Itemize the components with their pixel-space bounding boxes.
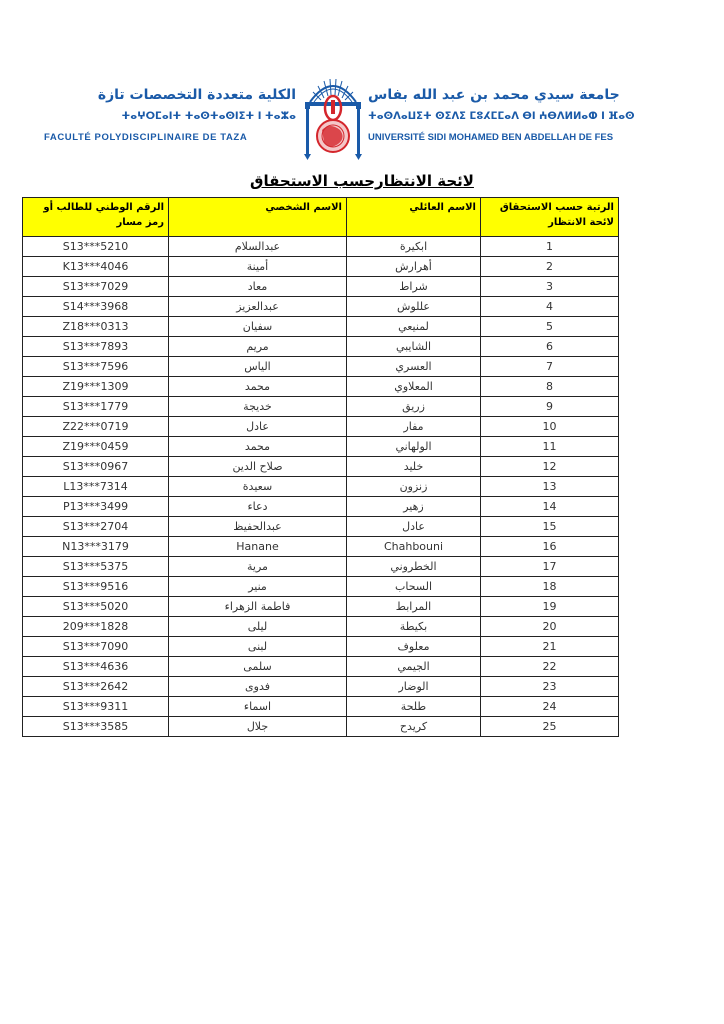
table-row [23, 377, 619, 397]
first-name-cell: سعيدة [169, 477, 347, 497]
first-name-cell: عبدالسلام [169, 237, 347, 257]
table-row [23, 417, 619, 437]
faculty-name-block [44, 84, 296, 148]
table-row [23, 437, 619, 457]
university-name-french: UNIVERSITÉ SIDI MOHAMED BEN ABDELLAH DE FES [368, 132, 614, 143]
last-name-cell: الجيمي [347, 657, 481, 677]
student-code-cell: S14***3968 [23, 297, 169, 317]
last-name-cell: زنزون [347, 477, 481, 497]
table-row [23, 517, 619, 537]
student-code-cell: S13***5210 [23, 237, 169, 257]
last-name-cell: Chahbouni [347, 537, 481, 557]
first-name-cell: سفيان [169, 317, 347, 337]
table-row [23, 477, 619, 497]
column-header-first-name: الاسم الشخصي [169, 198, 347, 237]
student-code-cell: S13***9311 [23, 697, 169, 717]
student-code-cell: S13***1779 [23, 397, 169, 417]
student-code-cell: S13***7596 [23, 357, 169, 377]
last-name-cell: الشايبي [347, 337, 481, 357]
rank-cell: 22 [481, 657, 619, 677]
first-name-cell: صلاح الدين [169, 457, 347, 477]
rank-cell: 9 [481, 397, 619, 417]
table-row [23, 457, 619, 477]
faculty-name-french: FACULTÉ POLYDISCIPLINAIRE DE TAZA [44, 132, 248, 143]
last-name-cell: مفار [347, 417, 481, 437]
last-name-cell: لمنيعي [347, 317, 481, 337]
rank-cell: 8 [481, 377, 619, 397]
last-name-cell: العسري [347, 357, 481, 377]
first-name-cell: فدوى [169, 677, 347, 697]
last-name-cell: كريدح [347, 717, 481, 737]
rank-cell: 1 [481, 237, 619, 257]
student-code-cell: S13***2642 [23, 677, 169, 697]
student-code-cell: S13***7090 [23, 637, 169, 657]
student-code-cell: K13***4046 [23, 257, 169, 277]
first-name-cell: عبدالعزيز [169, 297, 347, 317]
last-name-cell: خليد [347, 457, 481, 477]
student-code-cell: S13***4636 [23, 657, 169, 677]
table-row [23, 317, 619, 337]
rank-cell: 14 [481, 497, 619, 517]
table-header-row [23, 198, 619, 237]
last-name-cell: المرابط [347, 597, 481, 617]
last-name-cell: أهرارش [347, 257, 481, 277]
rank-cell: 5 [481, 317, 619, 337]
first-name-cell: سلمى [169, 657, 347, 677]
student-code-cell: S13***0967 [23, 457, 169, 477]
rank-cell: 2 [481, 257, 619, 277]
first-name-cell: أمينة [169, 257, 347, 277]
rank-cell: 25 [481, 717, 619, 737]
rank-cell: 11 [481, 437, 619, 457]
table-row [23, 577, 619, 597]
rank-cell: 23 [481, 677, 619, 697]
first-name-cell: فاطمة الزهراء [169, 597, 347, 617]
last-name-cell: بكيطة [347, 617, 481, 637]
column-header-student-code: الرقم الوطني للطالب أو رمز مسار [23, 198, 169, 237]
last-name-cell: زريق [347, 397, 481, 417]
university-name-tifinagh: ⵜⴰⵙⴷⴰⵡⵉⵜ ⵙⵉⴷⵉ ⵎⵓⵃⵎⵎⴰⴷ ⴱⵏ ⵄⴱⴷⵍⵍⴰⵀ ⵏ ⴼⴰⵙ [368, 111, 635, 122]
rank-cell: 16 [481, 537, 619, 557]
student-code-cell: S13***3585 [23, 717, 169, 737]
table-row [23, 717, 619, 737]
rank-cell: 7 [481, 357, 619, 377]
waiting-list-table [22, 197, 619, 737]
first-name-cell: عادل [169, 417, 347, 437]
first-name-cell: اسماء [169, 697, 347, 717]
student-code-cell: 209***1828 [23, 617, 169, 637]
first-name-cell: خديجة [169, 397, 347, 417]
rank-cell: 20 [481, 617, 619, 637]
student-code-cell: S13***5375 [23, 557, 169, 577]
first-name-cell: مريم [169, 337, 347, 357]
student-code-cell: Z22***0719 [23, 417, 169, 437]
last-name-cell: الولهاني [347, 437, 481, 457]
rank-cell: 6 [481, 337, 619, 357]
student-code-cell: S13***5020 [23, 597, 169, 617]
university-name-block [368, 84, 635, 148]
university-logo [300, 72, 366, 162]
table-row [23, 597, 619, 617]
last-name-cell: عللوش [347, 297, 481, 317]
document-header [0, 70, 724, 165]
rank-cell: 15 [481, 517, 619, 537]
table-row [23, 337, 619, 357]
last-name-cell: المعلاوي [347, 377, 481, 397]
last-name-cell: طلحة [347, 697, 481, 717]
table-row [23, 537, 619, 557]
first-name-cell: دعاء [169, 497, 347, 517]
student-code-cell: N13***3179 [23, 537, 169, 557]
first-name-cell: لبنى [169, 637, 347, 657]
first-name-cell: معاد [169, 277, 347, 297]
rank-cell: 24 [481, 697, 619, 717]
first-name-cell: محمد [169, 437, 347, 457]
student-code-cell: Z18***0313 [23, 317, 169, 337]
table-row [23, 237, 619, 257]
rank-cell: 12 [481, 457, 619, 477]
last-name-cell: الوضار [347, 677, 481, 697]
first-name-cell: منير [169, 577, 347, 597]
page-title: لائحة الانتظارحسب الاستحقاق [250, 172, 474, 190]
university-name-arabic: جامعة سيدي محمد بن عبد الله بفاس [368, 87, 620, 103]
student-code-cell: S13***7893 [23, 337, 169, 357]
table-row [23, 657, 619, 677]
last-name-cell: زهير [347, 497, 481, 517]
table-row [23, 557, 619, 577]
table-row [23, 397, 619, 417]
rank-cell: 21 [481, 637, 619, 657]
last-name-cell: الخطروني [347, 557, 481, 577]
table-row [23, 617, 619, 637]
student-code-cell: S13***2704 [23, 517, 169, 537]
first-name-cell: ليلى [169, 617, 347, 637]
first-name-cell: الياس [169, 357, 347, 377]
last-name-cell: معلوف [347, 637, 481, 657]
student-code-cell: S13***7029 [23, 277, 169, 297]
rank-cell: 3 [481, 277, 619, 297]
student-code-cell: Z19***1309 [23, 377, 169, 397]
rank-cell: 13 [481, 477, 619, 497]
student-code-cell: L13***7314 [23, 477, 169, 497]
rank-cell: 10 [481, 417, 619, 437]
table-body [23, 237, 619, 737]
table-row [23, 697, 619, 717]
table-row [23, 357, 619, 377]
rank-cell: 17 [481, 557, 619, 577]
first-name-cell: عبدالحفيظ [169, 517, 347, 537]
student-code-cell: Z19***0459 [23, 437, 169, 457]
rank-cell: 19 [481, 597, 619, 617]
last-name-cell: عادل [347, 517, 481, 537]
first-name-cell: مرية [169, 557, 347, 577]
table-row [23, 257, 619, 277]
table-row [23, 637, 619, 657]
first-name-cell: Hanane [169, 537, 347, 557]
last-name-cell: شراط [347, 277, 481, 297]
first-name-cell: محمد [169, 377, 347, 397]
first-name-cell: جلال [169, 717, 347, 737]
table-row [23, 497, 619, 517]
table-row [23, 297, 619, 317]
university-seal-icon [300, 72, 366, 162]
faculty-name-arabic: الكلية متعددة التخصصات تازة [97, 87, 296, 103]
student-code-cell: S13***9516 [23, 577, 169, 597]
column-header-last-name: الاسم العائلي [347, 198, 481, 237]
rank-cell: 4 [481, 297, 619, 317]
rank-cell: 18 [481, 577, 619, 597]
table-row [23, 277, 619, 297]
faculty-name-tifinagh: ⵜⴰⵖⵔⵎⴰⵏⵜ ⵜⴰⵙⵜⴰⵙⵏⵉⵜ ⵏ ⵜⴰⵣⴰ [121, 111, 296, 122]
student-code-cell: P13***3499 [23, 497, 169, 517]
column-header-rank: الرتبة حسب الاستحقاق لائحة الانتظار [481, 198, 619, 237]
last-name-cell: السحاب [347, 577, 481, 597]
last-name-cell: ابكيرة [347, 237, 481, 257]
table-row [23, 677, 619, 697]
